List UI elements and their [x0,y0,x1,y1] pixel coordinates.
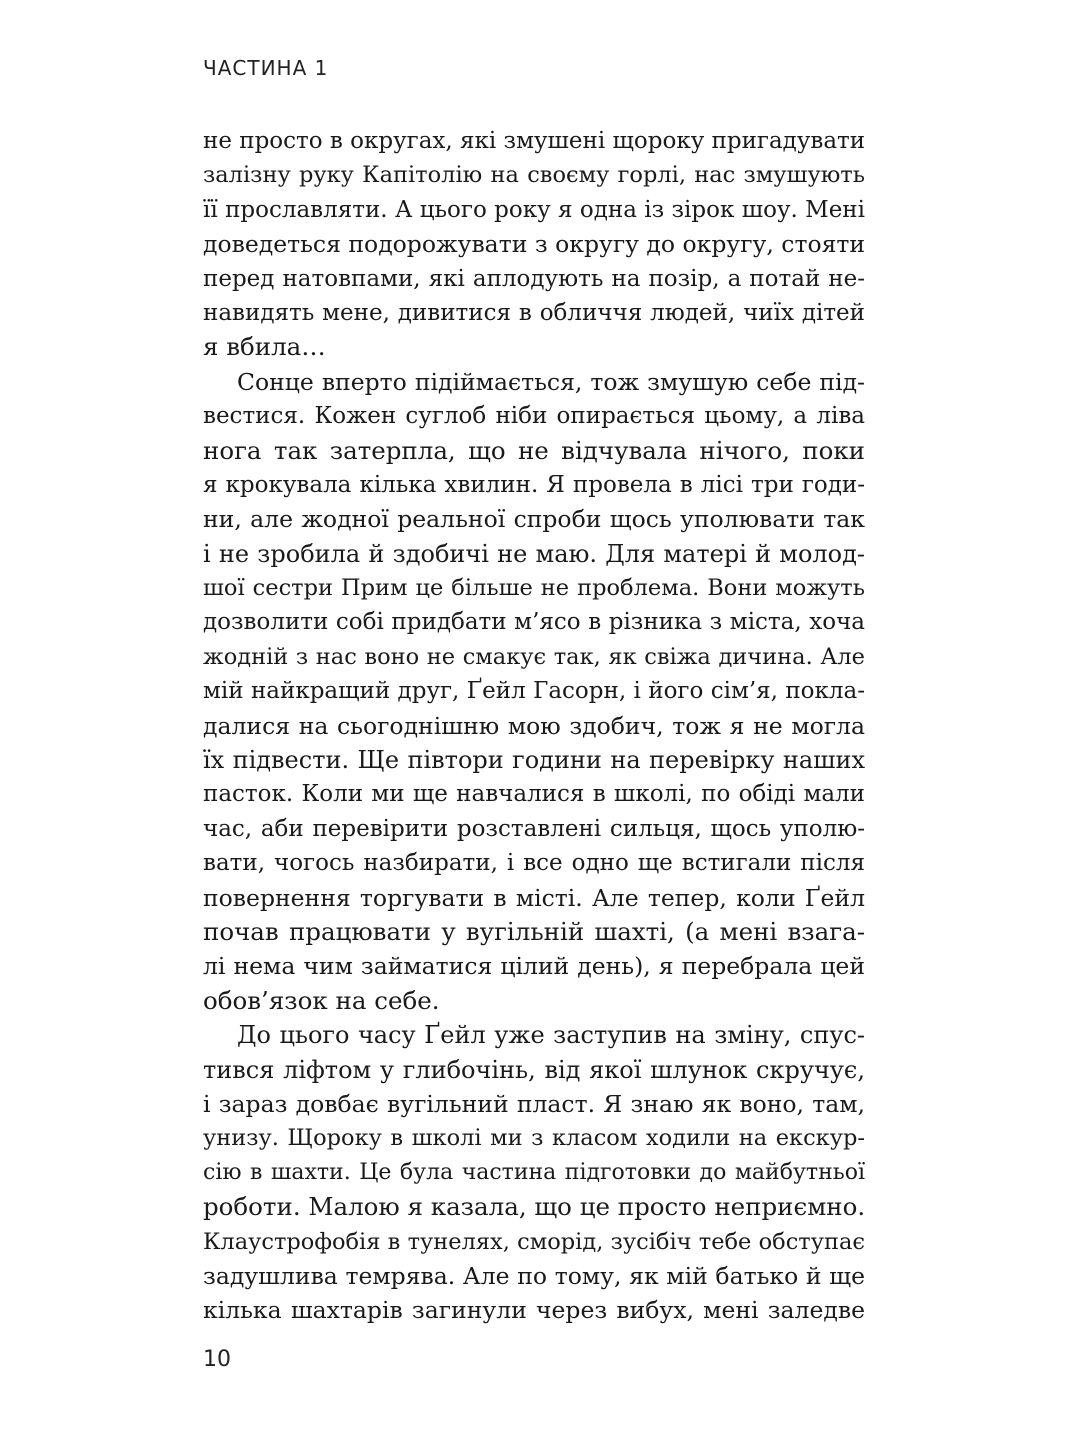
text-line: До цього часу Ґейл уже заступив на зміну, спус- [237,1021,865,1050]
text-line: їх підвести. Ще півтори години на перевірку наших [203,746,865,775]
text-line: жодній з нас воно не смакує так, як свіжа дичина. Але [203,643,865,670]
text-line: повернення торгувати в місті. Але тепер, коли Ґейл [203,883,865,912]
text-line: ни, але жодної реальної спроби щось уполювати так [203,505,865,534]
text-line: її прославляти. А цього року я одна із зірок шоу. Мені [203,196,865,223]
text-line: пасток. Коли ми ще навчалися в школі, по обіді мали [203,781,865,808]
text-line: унизу. Щороку в школі ми з класом ходили на екскур- [203,1125,865,1152]
text-line: тився ліфтом у глибочінь, від якої шлунок скручує, [203,1055,865,1084]
text-line: кілька шахтарів загинули через вибух, мені заледве [203,1296,865,1325]
text-line: час, аби перевірити розставлені сильця, щось уполю- [203,815,865,842]
text-line: Клаустрофобія в тунелях, сморід, зусібіч тебе обступає [203,1228,865,1255]
text-line: і не зробила й здобичі не маю. Для матері й молод- [203,539,865,568]
text-line: роботи. Малою я казала, що це просто неприємно. [203,1192,866,1222]
text-line: сію в шахти. Це була частина підготовки до майбутньої [203,1159,865,1185]
text-line: почав працювати у вугільній шахті, (а мені взага- [203,916,865,946]
text-line: перед натовпами, які аплодують на позір, а потай не- [203,265,865,292]
page-number: 10 [203,1347,231,1372]
text-line: не просто в округах, які змушені щороку пригадувати [203,128,866,154]
text-line: мій найкращий друг, Ґейл Гасорн, і його сім’я, покла- [203,678,865,705]
text-line: задушлива темрява. Але по тому, як мій батько й ще [203,1261,865,1290]
text-line: шої сестри Прим це більше не проблема. Вони можуть [203,575,865,602]
text-line: обов’язок на себе. [203,985,440,1015]
text-line: дозволити собі придбати м’ясо в різника з міста, хоча [203,609,865,636]
text-line: вати, чогось назбирати, і все одно ще встигали після [203,850,865,877]
text-line: нога так затерпла, що не відчувала нічого, поки [203,435,865,465]
text-line: я крокувала кілька хвилин. Я провела в лісі три годи- [203,471,865,498]
text-line: Сонце вперто підіймається, тож змушую себе під- [237,367,865,396]
text-line: я вбила… [203,332,326,362]
text-line: навидять мене, дивитися в обличчя людей, чиїх дітей [203,299,865,326]
text-line: доведеться подорожувати з округу до округу, стояти [203,230,866,259]
text-line: залізну руку Капітолію на своєму горлі, нас змушують [203,162,865,189]
text-line: лі нема чим займатися цілий день), я перебрала цей [203,952,865,981]
text-line: вестися. Кожен суглоб ніби опирається цьому, а ліва [203,403,865,430]
text-line: далися на сьогоднішню мою здобич, тож я не могла [203,711,865,740]
body-text [203,124,865,1328]
running-head: ЧАСТИНА 1 [203,56,329,80]
text-line: і зараз довбає вугільний пласт. Я знаю як воно, там, [203,1089,865,1118]
